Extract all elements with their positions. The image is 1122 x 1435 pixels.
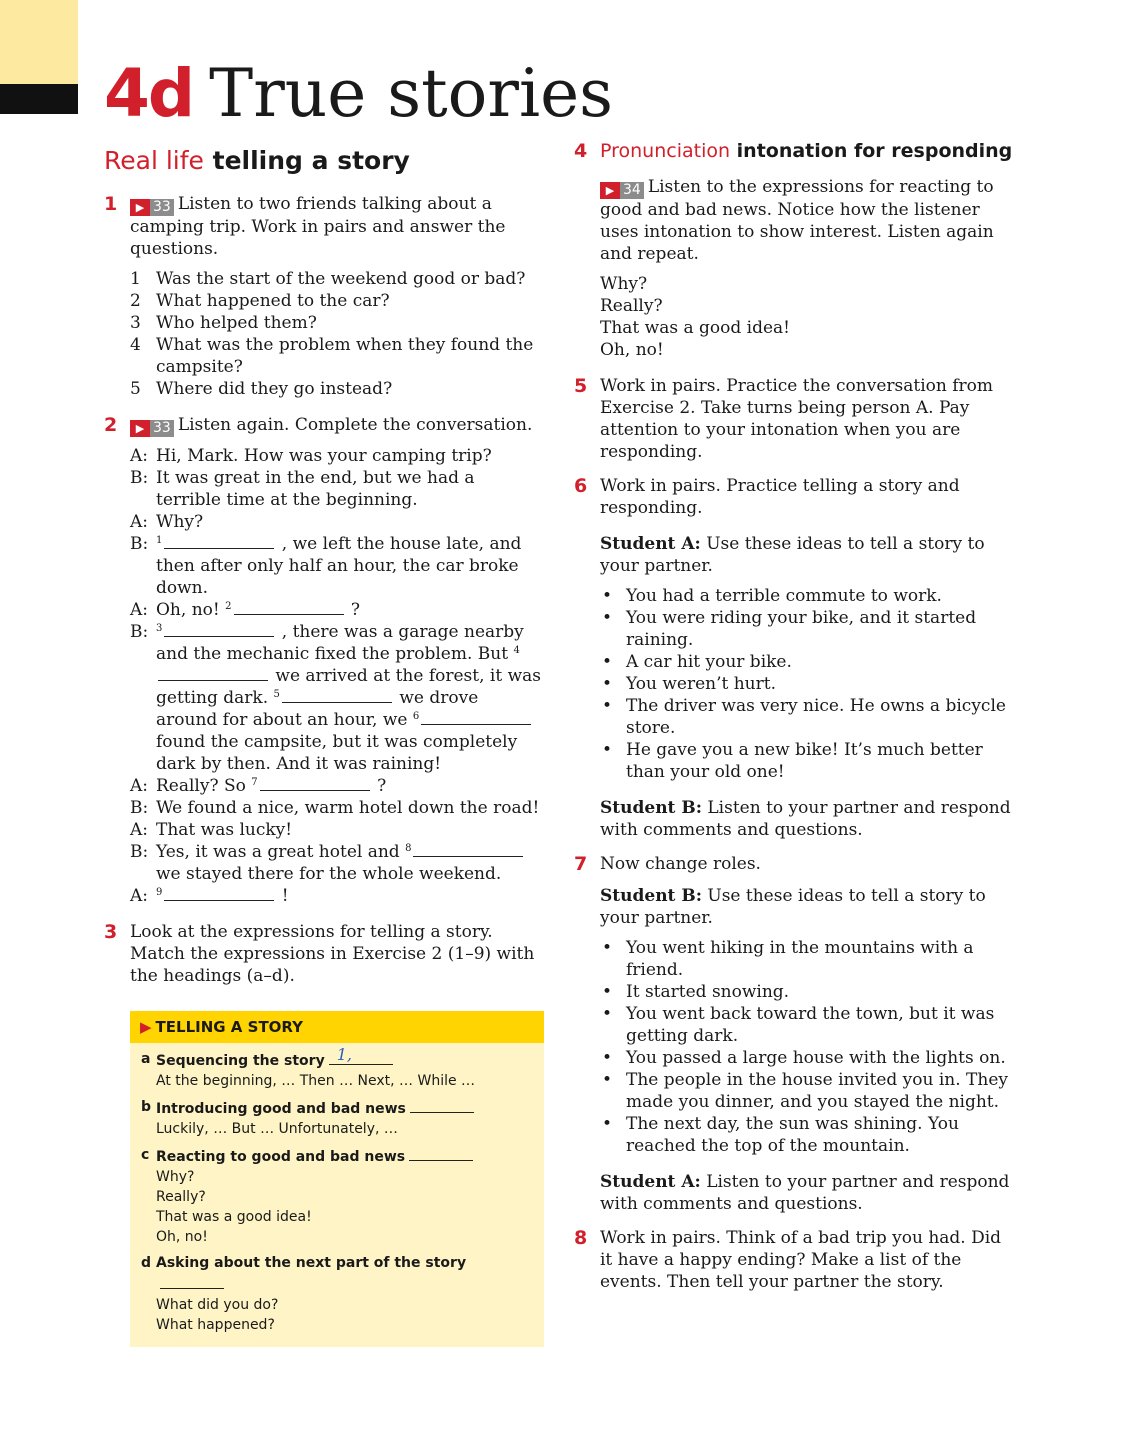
blank-2[interactable] — [234, 600, 344, 615]
blank-4[interactable] — [158, 666, 268, 681]
exercise-instruction: ▶ 33 Listen to two friends talking about a camping trip. Work in pairs and answer the questions. — [130, 194, 506, 259]
exercise-3 — [104, 921, 544, 987]
list-item: 5 Where did they go instead? — [130, 379, 393, 399]
right-column — [574, 140, 1014, 1305]
exercise-instruction: Work in pairs. Practice the conversation from Exercise 2. Take turns being person A. Pay attention to your intonation when you are responding. — [600, 376, 993, 462]
lesson-number: 4d — [104, 55, 194, 132]
audio-button[interactable] — [600, 182, 644, 199]
student-a-instruction: Student A: Use these ideas to tell a story to your partner. — [600, 534, 985, 576]
triangle-icon: ▶ — [140, 1018, 152, 1036]
exercise-number: 1 — [104, 193, 118, 215]
exercise-number: 2 — [104, 414, 118, 436]
list-item: • You passed a large house with the lights on. — [600, 1047, 1014, 1069]
dialog-line: A: Really? So $^7$ ? — [130, 776, 387, 796]
box-item-b: b Introducing good and bad news Luckily, … But … Unfortunately, … — [130, 1091, 544, 1139]
list-item: • You were riding your bike, and it started raining. — [600, 607, 1014, 651]
list-item: • You weren’t hurt. — [600, 673, 1014, 695]
student-b-instruction: Student B: Use these ideas to tell a story to your partner. — [600, 886, 986, 928]
exercise-5 — [574, 375, 1014, 463]
conversation — [130, 445, 544, 907]
exercise-instruction: Work in pairs. Think of a bad trip you had. Did it have a happy ending? Make a list of the events. Then tell your partner the story. — [600, 1228, 1002, 1292]
student-b-instruction: Student B: Listen to your partner and respond with comments and questions. — [600, 798, 1011, 840]
track-number: 34 — [620, 182, 644, 199]
dialog-line: A: Why? — [130, 512, 204, 532]
play-icon: ▶ — [130, 199, 150, 216]
box-title: ▶ TELLING A STORY — [130, 1011, 544, 1043]
list-item: • It started snowing. — [600, 981, 1014, 1003]
blank-3[interactable] — [164, 622, 274, 637]
exercise-instruction: Now change roles. — [600, 854, 761, 874]
dialog-line: B: We found a nice, warm hotel down the road! — [130, 798, 540, 818]
dialog-line: B: $^3$ , there was a garage nearby and the mechanic fixed the problem. But $^4$ we arrived at the forest, it was getting dark. $^5$ we drove around for about an hour, we $^6$ found the campsite, but it was completely dark by then. And it was raining! — [130, 622, 541, 774]
list-item: • A car hit your bike. — [600, 651, 1014, 673]
blank-5[interactable] — [282, 688, 392, 703]
exercise-4 — [574, 140, 1014, 361]
exercise-2 — [104, 414, 544, 907]
answer-blank-a[interactable] — [329, 1045, 393, 1065]
track-number: 33 — [150, 199, 174, 216]
story-ideas-list — [600, 937, 1014, 1157]
dialog-line: B: Yes, it was a great hotel and $^8$ we stayed there for the whole weekend. — [130, 841, 544, 885]
exercise-instruction: Look at the expressions for telling a story. Match the expressions in Exercise 2 (1–9) with the headings (a–d). — [130, 922, 535, 986]
corner-accent-black — [0, 84, 78, 114]
dialog-line: B: $^1$ , we left the house late, and then after only half an hour, the car broke down. — [130, 534, 522, 598]
list-item: 2 What happened to the car? — [130, 291, 390, 311]
story-ideas-list — [600, 585, 1014, 783]
list-item: • The people in the house invited you in. They made you dinner, and you stayed the night. — [600, 1069, 1014, 1113]
audio-button[interactable] — [130, 420, 174, 437]
exercise-number: 6 — [574, 475, 588, 497]
exercise-1 — [104, 193, 544, 400]
expression-list: Why? Really? That was a good idea! Oh, no! — [600, 274, 790, 360]
list-item: • The driver was very nice. He owns a bicycle store. — [600, 695, 1014, 739]
list-item: • He gave you a new bike! It’s much better than your old one! — [600, 739, 1014, 783]
handwritten-answer: 1, — [336, 1045, 352, 1064]
telling-a-story-box — [130, 1011, 544, 1347]
corner-accent-yellow — [0, 0, 78, 84]
blank-1[interactable] — [164, 534, 274, 549]
play-icon: ▶ — [600, 182, 620, 199]
exercise-8 — [574, 1227, 1014, 1293]
audio-button[interactable] — [130, 199, 174, 216]
lesson-title: True stories — [209, 55, 614, 132]
track-number: 33 — [150, 420, 174, 437]
dialog-line: A: Oh, no! $^2$ ? — [130, 600, 361, 620]
dialog-line: A: Hi, Mark. How was your camping trip? — [130, 446, 492, 466]
dialog-line: B: It was great in the end, but we had a terrible time at the beginning. — [130, 468, 475, 510]
box-item-d: d Asking about the next part of the story What did you do? What happened? — [141, 1255, 467, 1333]
box-item-c: c Reacting to good and bad news Why? Really? That was a good idea! Oh, no! — [130, 1139, 544, 1247]
answer-blank-b[interactable] — [410, 1097, 474, 1113]
blank-8[interactable] — [413, 842, 523, 857]
blank-6[interactable] — [421, 710, 531, 725]
list-item: 3 Who helped them? — [130, 313, 317, 333]
exercise-number: 8 — [574, 1227, 588, 1249]
box-item-a: a Sequencing the story 1, At the beginning, … Then … Next, … While … — [141, 1045, 476, 1089]
blank-9[interactable] — [164, 886, 274, 901]
list-item: • The next day, the sun was shining. You reached the top of the mountain. — [600, 1113, 1014, 1157]
exercise-instruction: ▶ 34 Listen to the expressions for reacting to good and bad news. Notice how the listener uses intonation to show interest. Listen again and repeat. — [600, 177, 994, 264]
exercise-number: 3 — [104, 921, 118, 943]
page-title — [104, 54, 613, 134]
question-list — [130, 268, 544, 400]
exercise-instruction: Work in pairs. Practice telling a story and responding. — [600, 476, 960, 518]
answer-blank-d[interactable] — [160, 1273, 224, 1289]
section-heading: Real life telling a story — [104, 146, 410, 175]
exercise-number: 5 — [574, 375, 588, 397]
exercise-7 — [574, 853, 1014, 1215]
left-column — [104, 140, 544, 1347]
exercise-number: 7 — [574, 853, 588, 875]
play-icon: ▶ — [130, 420, 150, 437]
list-item: • You had a terrible commute to work. — [600, 585, 1014, 607]
blank-7[interactable] — [260, 776, 370, 791]
list-item: 4 What was the problem when they found the campsite? — [130, 335, 534, 377]
exercise-number: 4 — [574, 140, 588, 162]
list-item: • You went hiking in the mountains with a friend. — [600, 937, 1014, 981]
list-item: 1 Was the start of the weekend good or bad? — [130, 269, 526, 289]
exercise-6 — [574, 475, 1014, 841]
exercise-instruction: ▶ 33 Listen again. Complete the conversation. — [130, 414, 544, 437]
exercise-heading: Pronunciation intonation for responding — [600, 140, 1013, 162]
list-item: • You went back toward the town, but it was getting dark. — [600, 1003, 1014, 1047]
answer-blank-c[interactable] — [409, 1145, 473, 1161]
student-a-instruction: Student A: Listen to your partner and respond with comments and questions. — [600, 1172, 1010, 1214]
dialog-line: A: $^9$ ! — [130, 886, 289, 906]
dialog-line: A: That was lucky! — [130, 820, 293, 840]
